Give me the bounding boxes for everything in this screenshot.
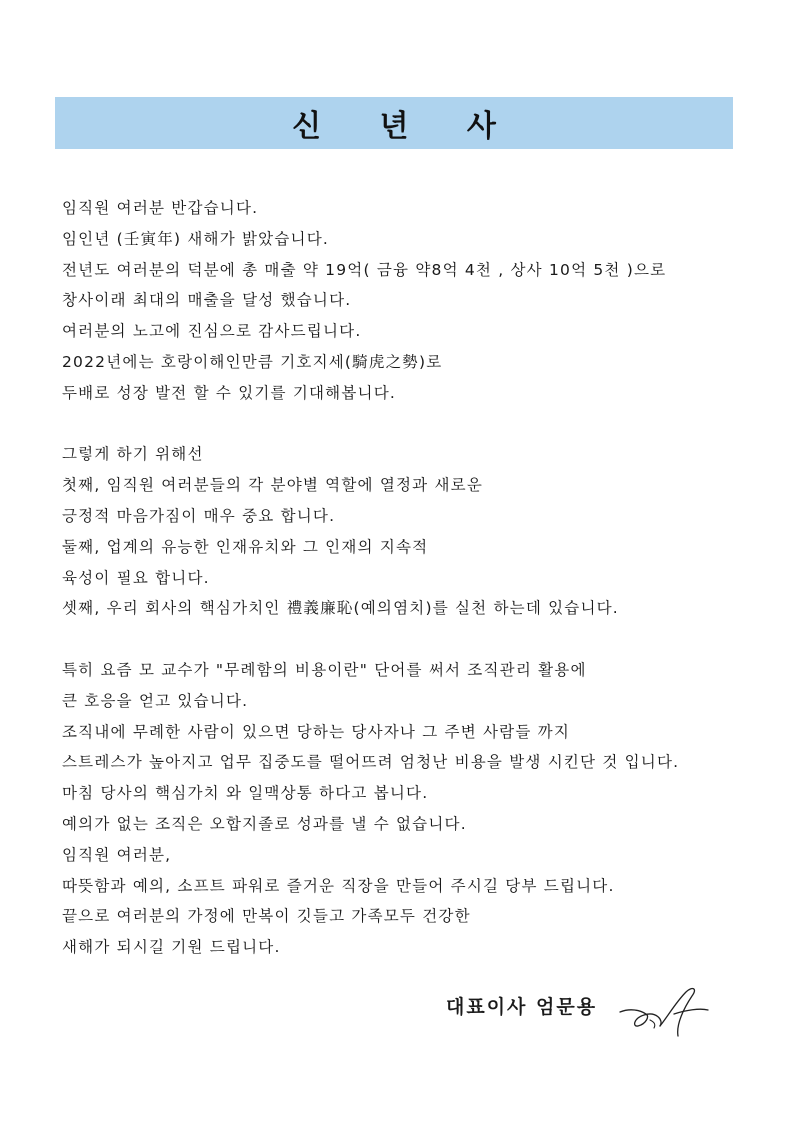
text-line: 두배로 성장 발전 할 수 있기를 기대해봅니다. (62, 383, 397, 402)
text-line: 여러분의 노고에 진심으로 감사드립니다. (62, 322, 362, 341)
text-line: 둘째, 업계의 유능한 인재유치와 그 인재의 지속적 (62, 537, 429, 556)
signature-block (446, 980, 726, 1040)
signer-name: 대표이사 엄문용 (446, 996, 598, 1018)
text-line: 임인년 (壬寅年) 새해가 밝았습니다. (62, 229, 330, 248)
text-line: 따뜻함과 예의, 소프트 파워로 즐거운 직장을 만들어 주시길 당부 드립니다. (62, 876, 615, 895)
paragraph-gap (62, 624, 752, 655)
text-line: 2022년에는 호랑이해인만큼 기호지세(騎虎之勢)로 (62, 352, 443, 371)
handwritten-signature (616, 980, 711, 1040)
text-line: 마침 당사의 핵심가치 와 일맥상통 하다고 봅니다. (62, 784, 429, 803)
text-line: 스트레스가 높아지고 업무 집중도를 떨어뜨려 엄청난 비용을 발생 시킨단 것 입니다. (62, 753, 680, 772)
text-line: 큰 호응을 얻고 있습니다. (62, 691, 249, 710)
text-line: 끝으로 여러분의 가정에 만복이 깃들고 가족모두 건강한 (62, 907, 471, 926)
letter-body (62, 193, 752, 963)
text-line: 새해가 되시길 기원 드립니다. (62, 938, 281, 957)
text-line: 임직원 여러분 반갑습니다. (62, 199, 259, 217)
paragraph-gap (62, 409, 752, 440)
text-line: 창사이래 최대의 매출을 달성 했습니다. (62, 291, 352, 310)
text-line: 긍정적 마음가짐이 매우 중요 합니다. (62, 506, 336, 525)
text-line: 셋째, 우리 회사의 핵심가치인 禮義廉恥(예의염치)를 실천 하는데 있습니다. (62, 599, 619, 618)
text-line: 육성이 필요 합니다. (62, 568, 210, 587)
text-line: 예의가 없는 조직은 오합지졸로 성과를 낼 수 없습니다. (62, 814, 467, 833)
text-line: 조직내에 무례한 사람이 있으면 당하는 당사자나 그 주변 사람들 까지 (62, 722, 570, 741)
text-line: 첫째, 임직원 여러분들의 각 분야별 역할에 열정과 새로운 (62, 476, 483, 495)
title-banner (55, 97, 733, 149)
document-title: 신 년 사 (292, 109, 520, 144)
text-line: 그렇게 하기 위해선 (62, 445, 204, 464)
text-line: 특히 요즘 모 교수가 "무례함의 비용이란" 단어를 써서 조직관리 활용에 (62, 660, 587, 679)
text-line: 전년도 여러분의 덕분에 총 매출 약 19억( 금융 약8억 4천 , 상사 10억 5천 )으로 (62, 260, 667, 279)
text-line: 임직원 여러분, (62, 845, 172, 864)
